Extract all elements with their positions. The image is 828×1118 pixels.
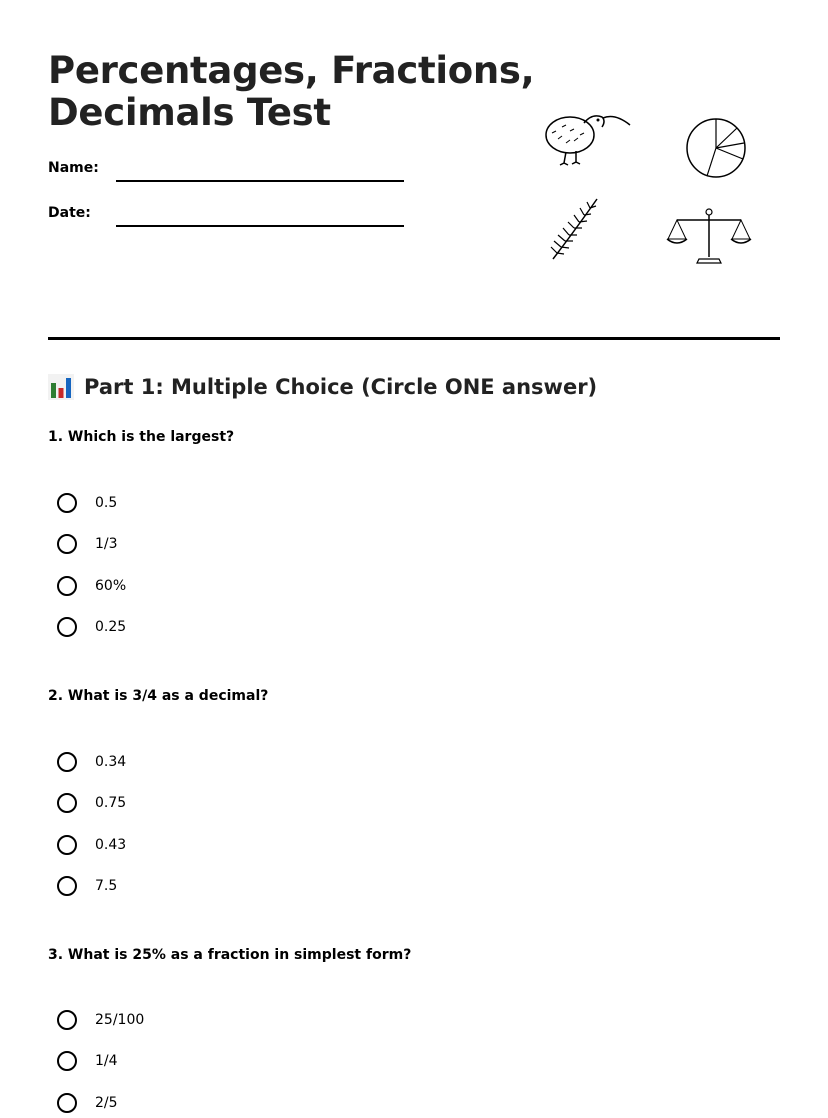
radio-circle[interactable] (57, 752, 77, 772)
part-1-heading (48, 374, 597, 400)
radio-circle[interactable] (57, 1051, 77, 1071)
question-2-option-b[interactable]: 0.75 (57, 790, 126, 816)
bar-chart-icon (48, 374, 74, 400)
pie-chart-icon (685, 117, 747, 179)
title-line-1: Percentages, Fractions, (48, 49, 535, 92)
question-1-option-b[interactable]: 1/3 (57, 531, 118, 557)
question-2-option-d[interactable]: 7.5 (57, 873, 117, 899)
page-title (48, 50, 534, 134)
question-3-option-a[interactable]: 25/100 (57, 1007, 144, 1033)
radio-circle[interactable] (57, 617, 77, 637)
question-1: 1. Which is the largest? (48, 429, 235, 445)
question-2: 2. What is 3/4 as a decimal? (48, 688, 269, 704)
kiwi-bird-icon (540, 105, 635, 170)
radio-circle[interactable] (57, 534, 77, 554)
date-label: Date: (48, 205, 91, 221)
question-3: 3. What is 25% as a fraction in simplest form? (48, 947, 412, 963)
question-1-option-d[interactable]: 0.25 (57, 614, 126, 640)
date-line[interactable] (116, 225, 404, 227)
radio-circle[interactable] (57, 876, 77, 896)
question-2-option-c[interactable]: 0.43 (57, 832, 126, 858)
question-1-option-a[interactable]: 0.5 (57, 490, 117, 516)
name-label: Name: (48, 160, 99, 176)
radio-circle[interactable] (57, 493, 77, 513)
radio-circle[interactable] (57, 576, 77, 596)
question-1-option-c[interactable]: 60% (57, 573, 126, 599)
name-line[interactable] (116, 180, 404, 182)
radio-circle[interactable] (57, 1093, 77, 1113)
radio-circle[interactable] (57, 1010, 77, 1030)
decorative-icons (530, 100, 760, 270)
section-divider (48, 337, 780, 340)
fern-icon (545, 195, 605, 265)
title-line-2: Decimals Test (48, 91, 331, 134)
radio-circle[interactable] (57, 793, 77, 813)
question-2-option-a[interactable]: 0.34 (57, 749, 126, 775)
question-3-option-b[interactable]: 1/4 (57, 1048, 118, 1074)
part-1-heading-text: Part 1: Multiple Choice (Circle ONE answer) (84, 375, 598, 399)
balance-scale-icon (665, 207, 753, 267)
question-3-option-c[interactable]: 2/5 (57, 1090, 118, 1116)
radio-circle[interactable] (57, 835, 77, 855)
